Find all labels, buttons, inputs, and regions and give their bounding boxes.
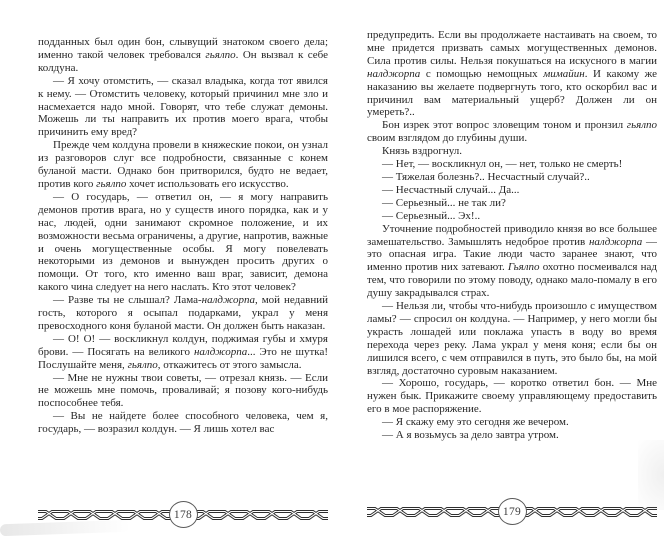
text-segment: — Я скажу ему это сегодня же вечером. — [382, 416, 569, 429]
right-page-text — [367, 0, 657, 495]
page-left — [38, 0, 328, 540]
text-segment: Уточнение подробностей приводило князя во все большее замешательство. Замышлять недоброе против — [367, 222, 657, 248]
chain-ornament — [195, 507, 329, 523]
text-segment: мимайин — [543, 67, 585, 80]
text-segment: гьялпо — [127, 358, 158, 371]
right-page-footer — [367, 498, 657, 525]
paragraph — [367, 29, 657, 119]
text-segment: — Мне не нужны твои советы, — отрезал князь. — Если не можешь мне помочь, проваливай; я позову кого-нибудь поспособнее тебя. — [38, 371, 328, 410]
text-segment: — А я возьмусь за дело завтра утром. — [382, 429, 559, 442]
text-segment: — Вы не найдете более способного человека, чем я, государь, — возразил колдун. — Я лишь хотел вас — [38, 410, 328, 436]
text-segment: гьялпо — [626, 119, 657, 132]
text-segment: — Разве ты не слышал? Лама- — [53, 294, 202, 307]
text-segment: подданных был один бон, слывущий знатоком своего дела; именно такой человек требовался — [38, 36, 328, 61]
text-segment: — О! О! — воскликнул колдун, поджимая губы и хмуря брови. — Посягать на великого — [38, 332, 328, 358]
paragraph — [367, 184, 657, 197]
left-page-number: 178 — [173, 508, 193, 521]
right-page-number-badge — [498, 498, 527, 525]
left-page-number-badge — [169, 501, 198, 528]
text-segment: Прежде чем колдуна провели в княжеские покои, он узнал из разговоров слуг все подробности, связанные с конем буланой масти. Однако бон притворился, будто не ведает, против кого — [38, 139, 328, 190]
text-segment: налджорпа — [201, 294, 255, 307]
paragraph — [38, 372, 328, 411]
text-segment: предупредить. Если вы продолжаете настаивать на своем, то мне придется призвать самых могущественных демонов. Сила против силы. Нельзя покушаться на искусного в магии — [367, 29, 657, 67]
text-segment: — О государь, — ответил он, — я могу направить демонов против врага, но у существ иного порядка, как и у нас, людей, одни занимают скромное положение, и их возможности весьма ограничены, а другие, напротив, важные и очень могущественные особы. Я могу повелевать некоторыми из демонов и вынужден просить других о помощи. От того, кто именно ваш враг, зависит, демона какого чина следует на него наслать. Кто этот человек? — [38, 190, 328, 294]
paragraph — [38, 333, 328, 372]
paragraph — [38, 139, 328, 191]
paragraph — [367, 416, 657, 429]
paragraph — [367, 145, 657, 158]
left-page-text — [38, 0, 328, 498]
text-segment: — Нет, — воскликнул он, — нет, только не смерть! — [382, 158, 623, 171]
text-segment: Князь вздрогнул. — [382, 145, 462, 158]
chain-ornament — [38, 507, 172, 523]
text-segment: налджорпа — [367, 67, 421, 80]
text-segment: — Я хочу отомстить, — сказал владыка, когда тот явился к нему. — Отомстить человеку, который причинил мне зло и насмехается надо мной. Говорят, что тебе служат демоны. Можешь ли ты направить их против моего врага, чтобы причинить ему вред? — [38, 74, 328, 139]
left-page-footer — [38, 501, 328, 528]
paragraph — [38, 294, 328, 333]
paragraph — [367, 223, 657, 300]
text-segment: — Нельзя ли, чтобы что-нибудь произошло с имуществом ламы? — спросил он колдуна. — Например, у него могли бы украсть лошадей или поклажа упасть в воду во время перехода через реку. Лама украл у меня коня; если бы он лишился всего, с чем отправился в путь, это было бы, на мой взгляд, достаточно суровым наказанием. — [367, 300, 657, 377]
text-segment: ... Это не шутка! Послушайте меня, — [38, 345, 328, 371]
paragraph — [367, 210, 657, 223]
paragraph — [38, 36, 328, 75]
text-segment: , откажитесь от этого замысла. — [157, 358, 302, 371]
page-right — [367, 0, 657, 540]
paragraph — [38, 191, 328, 294]
text-segment: — Серьезный... не так ли? — [382, 196, 506, 209]
paragraph — [367, 197, 657, 210]
text-segment: — Несчастный случай... Да... — [382, 183, 520, 196]
text-segment: — Хорошо, государь, — коротко ответил бон. — Мне нужен бык. Прикажите своему управляющему предоставить его в мое распоряжение. — [367, 377, 657, 416]
text-segment: Бон изрек этот вопрос зловещим тоном и пронзил — [382, 119, 627, 132]
paragraph — [38, 75, 328, 140]
text-segment: своим взглядом до глубины души. — [367, 132, 528, 145]
right-page-number: 179 — [502, 505, 522, 518]
chain-ornament — [367, 504, 501, 520]
text-segment: . Он вызвал к себе колдуна. — [38, 48, 328, 74]
text-segment: — это опасная игра. Такие люди часто заранее знают, что именно против них затевают. — [367, 235, 657, 274]
text-segment: — Тяжелая болезнь?.. Несчастный случай?.. — [382, 170, 590, 183]
text-segment: с помощью немощных — [420, 67, 544, 80]
paragraph — [367, 171, 657, 184]
paragraph — [367, 300, 657, 377]
text-segment: охотно посмеивался над тем, что говорили по этому поводу, однако мало-помалу в его душу закрадывался страх. — [367, 261, 657, 300]
text-segment: налджорпа — [193, 345, 248, 358]
paragraph — [367, 377, 657, 416]
paragraph — [367, 158, 657, 171]
text-segment: гьялпо — [96, 177, 127, 190]
text-segment: . И какому же наказанию вы желаете подвергнуть того, кто оскорбил вас и причинил вам материальный ущерб? Должен ли он умереть?.. — [367, 67, 657, 119]
text-segment: — Серьезный... Эх!.. — [382, 209, 481, 222]
text-segment: , мой недавний гость, которого я осыпал подарками, украл у меня превосходного коня буланой масти. Он должен быть наказан. — [38, 294, 328, 332]
text-segment: налджорпа — [588, 235, 643, 248]
paragraph — [367, 119, 657, 145]
text-segment: гьялпо — [205, 48, 236, 61]
paragraph — [38, 410, 328, 436]
text-segment: Гьялпо — [507, 261, 540, 274]
chain-ornament — [524, 504, 658, 520]
text-segment: хочет использовать его искусство. — [126, 177, 289, 190]
paragraph — [367, 429, 657, 442]
